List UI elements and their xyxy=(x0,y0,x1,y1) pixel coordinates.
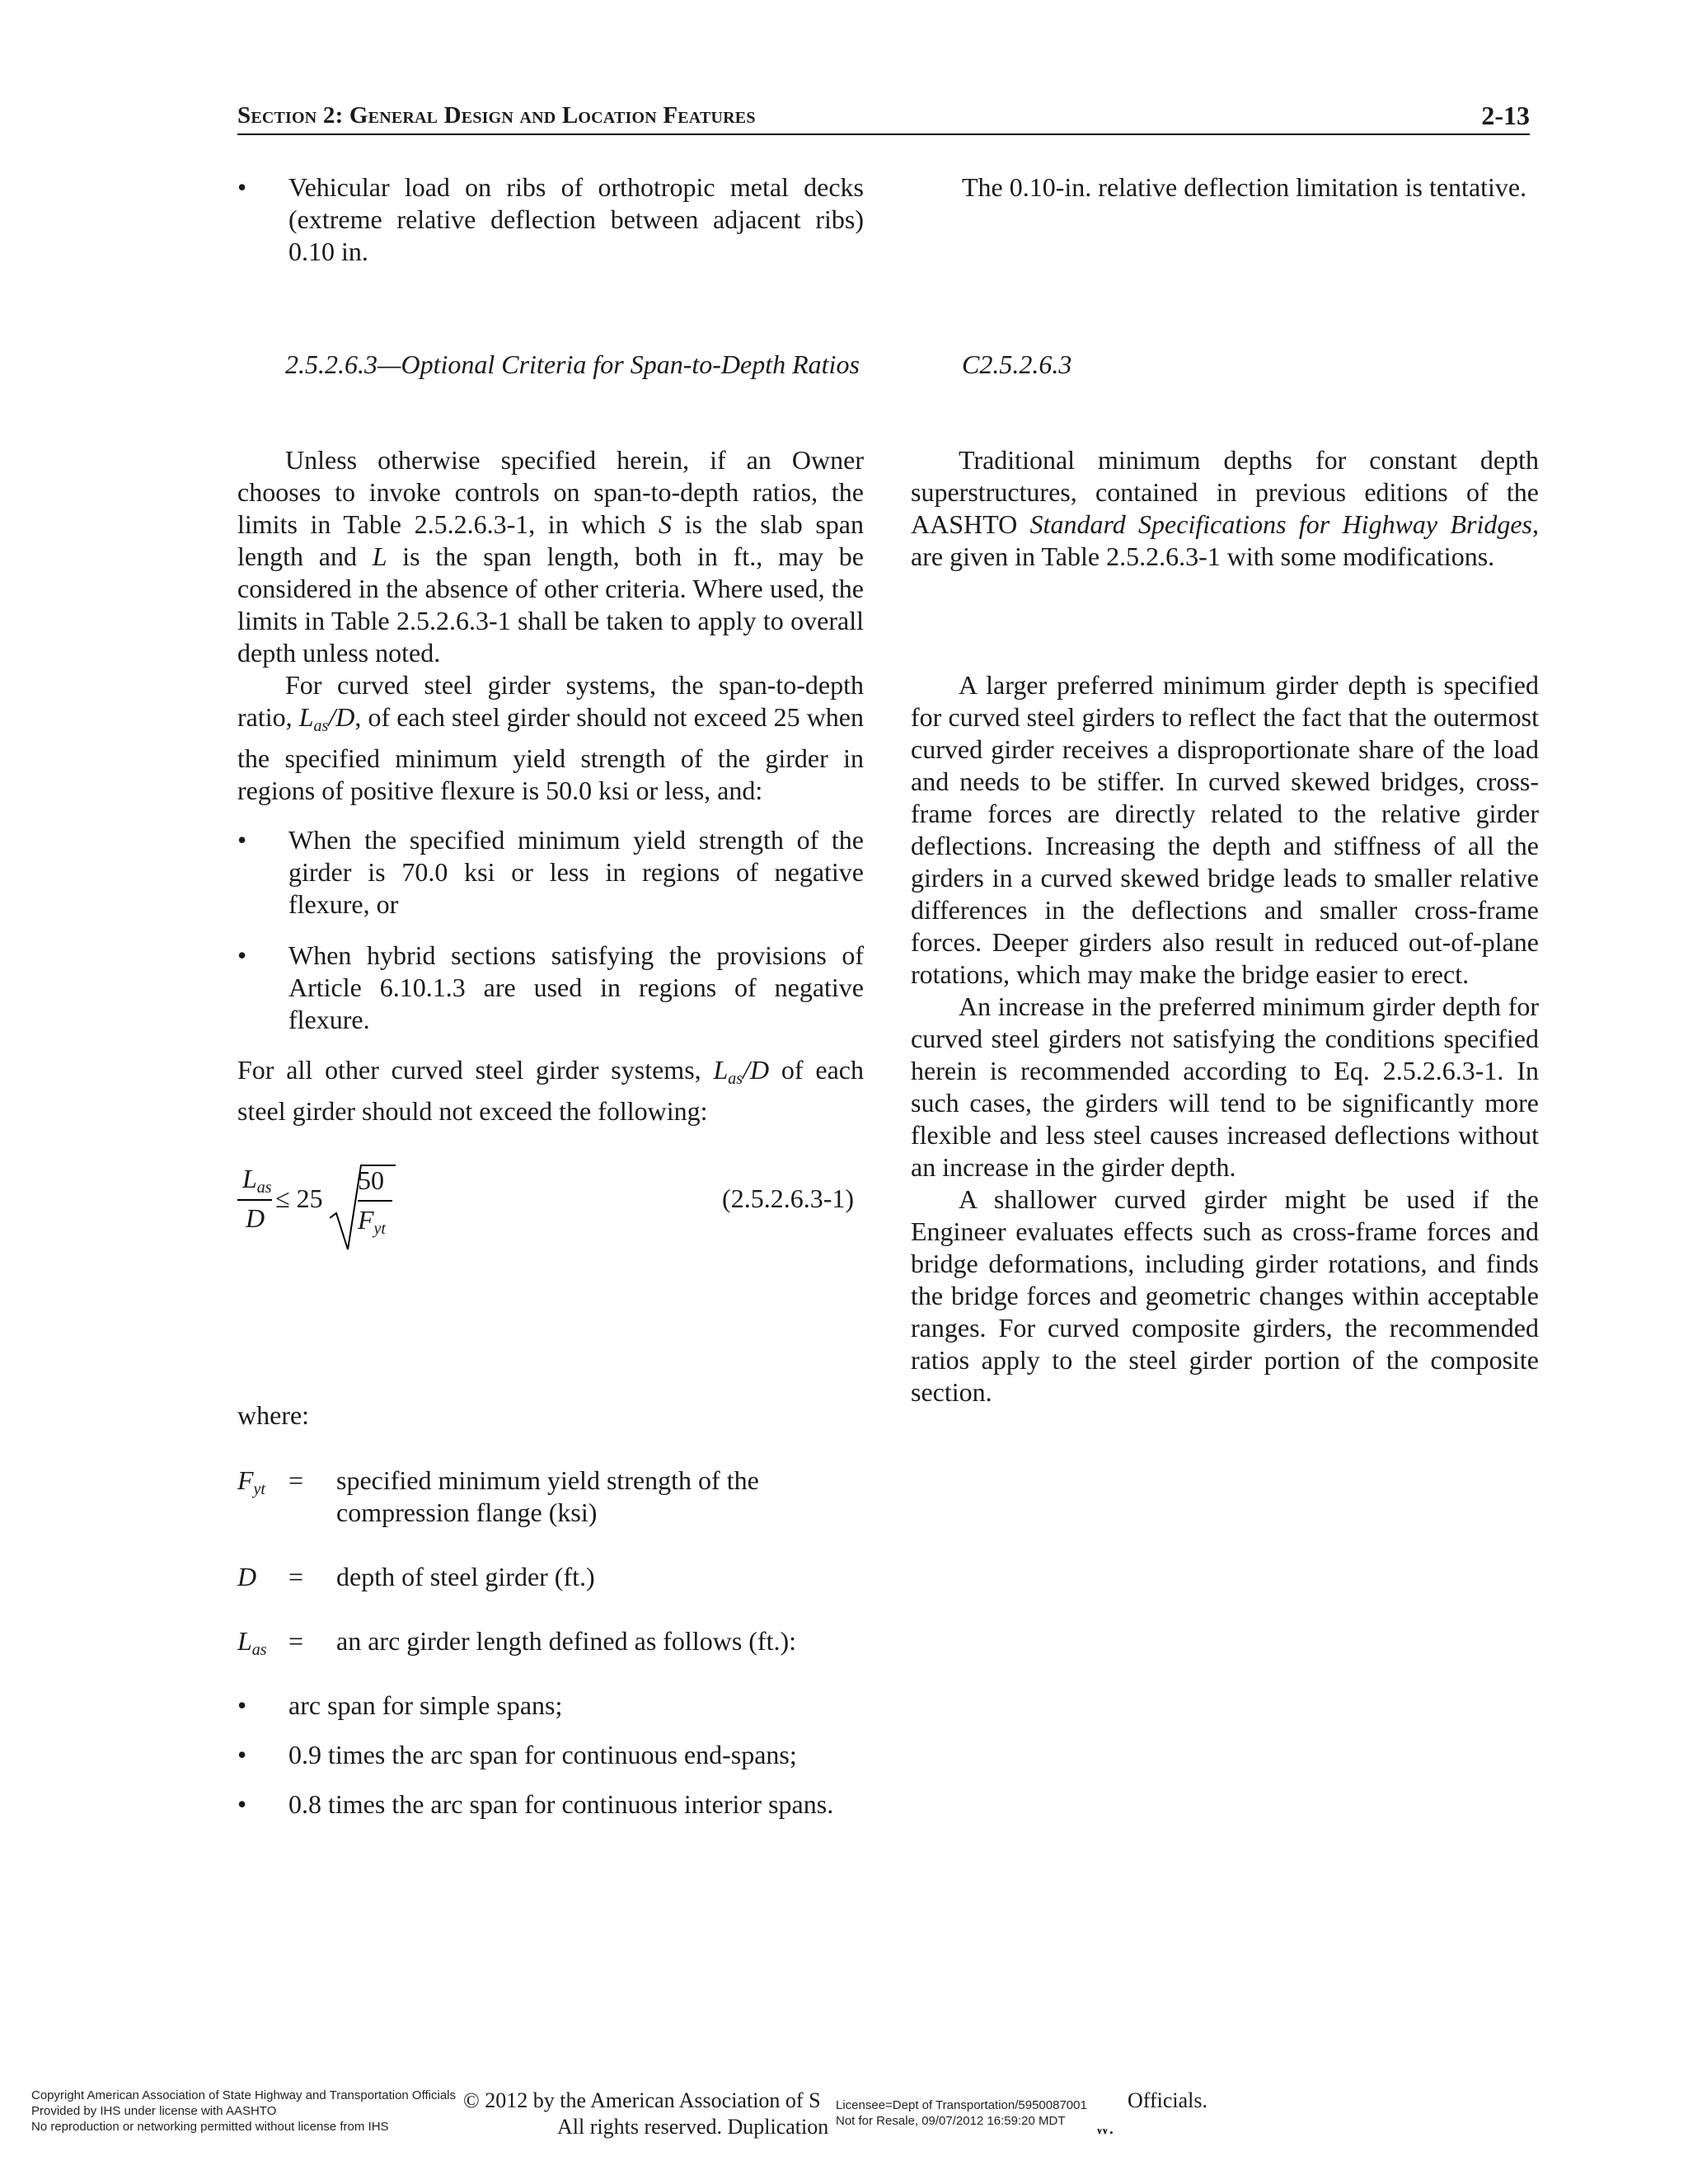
bullet-text: When hybrid sections satisfying the provisions of Article 6.10.1.3 are used in regions of negative flexure. xyxy=(288,940,864,1034)
copyright-line-1b: Officials. xyxy=(1128,2088,1207,2112)
article-heading xyxy=(237,349,864,381)
commentary-paragraph-4: A shallower curved girder might be used if the Engineer evaluates effects such as cross-frame forces and bridge deformations, including girder rotations, and finds the bridge forces and geometric changes within acceptable ranges. For curved composite girders, the recommended ratios apply to the steel girder portion of the composite section. xyxy=(911,1184,1539,1407)
bullet-dot: • xyxy=(237,825,247,855)
page-number: 2-13 xyxy=(1481,101,1530,130)
definition-las: $L_{as}$ = an arc girder length defined as follows (ft.): xyxy=(237,1626,797,1659)
left-paragraph-3: For all other curved steel girder systems, $L_{as}/D$ of each steel girder should not exceed the following: xyxy=(237,1055,865,1126)
commentary-paragraph-2: A larger preferred minimum girder depth is specified for curved steel girders to reflect the fact that the outermost curved girder receives a disproportionate share of the load and needs to be stiffer. In curved skewed bridges, cross-frame forces are directly related to the relative girder deflections. Increasing the depth and stiffness of all the girders in a curved skewed bridge leads to smaller relative differences in the deflections and smaller cross-frame forces. Deeper girders also result in reduced out-of-plane rotations, which may make the bridge easier to erect. xyxy=(911,670,1539,989)
equation-number: (2.5.2.6.3-1) xyxy=(722,1183,854,1213)
running-header xyxy=(237,101,1530,135)
top-bullet xyxy=(237,171,864,268)
eq-operator: ≤ 25 xyxy=(275,1183,323,1213)
definition-fyt: $F_{yt}$ = specified minimum yield strength of the compression flange (ksi) xyxy=(237,1465,759,1527)
commentary-heading: C2.5.2.6.3 xyxy=(962,349,1072,379)
fraction-bar xyxy=(237,1199,272,1201)
commentary-top-note: The 0.10-in. relative deflection limitation is tentative. xyxy=(962,172,1527,202)
bullet-dot: • xyxy=(237,940,247,970)
radical-fraction-bar xyxy=(358,1200,392,1202)
condition-bullet-1 xyxy=(237,824,864,921)
license-stamp-right: Licensee=Dept of Transportation/5950087001 Not for Resale, 09/07/2012 16:59:20 MDT xyxy=(836,2097,1116,2129)
left-paragraph-2: For curved steel girder systems, the span-to-depth ratio, $L_{as}/D$, of each steel girder should not exceed 25 when the specified minimum yield strength of the girder in regions of positive flexure is 50.0 ksi or less, and: xyxy=(237,670,864,805)
arc-list-item-1: • arc span for simple spans; xyxy=(237,1690,563,1720)
eq-numerator: L xyxy=(242,1164,257,1193)
where-label: where: xyxy=(237,1400,310,1430)
bullet-dot: • xyxy=(237,172,247,202)
copyright-line-2a: All rights reserved. Duplication xyxy=(557,2115,829,2139)
commentary-body xyxy=(911,669,1539,1408)
standard-specs-title: Standard Specifications for Highway Bridges xyxy=(1029,509,1533,539)
arc-list-item-3: • 0.8 times the arc span for continuous interior spans. xyxy=(237,1789,834,1819)
commentary-paragraph-1: Traditional minimum depths for constant depth superstructures, contained in previous editions of the AASHTO Standard Specifications for Highway Bridges, are given in Table 2.5.2.6.3-1 with some modifications. xyxy=(911,445,1540,571)
condition-bullet-2 xyxy=(237,940,864,1036)
eq-denominator: D xyxy=(246,1203,265,1233)
left-paragraph-1: Unless otherwise specified herein, if an Owner chooses to invoke controls on span-to-depth ratios, the limits in Table 2.5.2.6.3-1, in which S is the slab span length and L is the span length, both in ft., may be considered in the absence of other criteria. Where used, the limits in Table 2.5.2.6.3-1 shall be taken to apply to overall depth unless noted. xyxy=(237,445,865,668)
radical-denominator: F xyxy=(358,1205,374,1235)
bullet-text: When the specified minimum yield strength of the girder is 70.0 ksi or less in regions of negative flexure, or xyxy=(288,825,864,919)
section-title: Section 2: General Design and Location Features xyxy=(237,102,756,129)
definition-d: D = depth of steel girder (ft.) xyxy=(237,1562,595,1591)
license-stamp-left: Copyright American Association of State Highway and Transportation Officials Provided by IHS under license with AASHTO No reproduction or networking permitted without license from IHS xyxy=(31,2088,456,2134)
article-heading-text: 2.5.2.6.3—Optional Criteria for Span-to-Depth Ratios xyxy=(285,349,860,379)
bullet-text: Vehicular load on ribs of orthotropic metal decks (extreme relative deflection between adjacent ribs) 0.10 in. xyxy=(288,172,864,266)
copyright-line-1a: © 2012 by the American Association of S xyxy=(463,2088,821,2112)
equation-2-5-2-6-3-1: $L_{as}$ D ≤ 25 50 $F_{yt}$ (2.5.2.6.3-1) xyxy=(237,1160,864,1251)
left-body xyxy=(237,444,864,807)
arc-list-item-2: • 0.9 times the arc span for continuous end-spans; xyxy=(237,1740,797,1769)
commentary-paragraph-3: An increase in the preferred minimum girder depth for curved steel girders not satisfying the conditions specified herein is recommended according to Eq. 2.5.2.6.3-1. In such cases, the girders will tend to be significantly more flexible and less steel causes increased deflections without an increase in the girder depth. xyxy=(911,991,1539,1182)
radical-numerator: 50 xyxy=(358,1165,384,1195)
